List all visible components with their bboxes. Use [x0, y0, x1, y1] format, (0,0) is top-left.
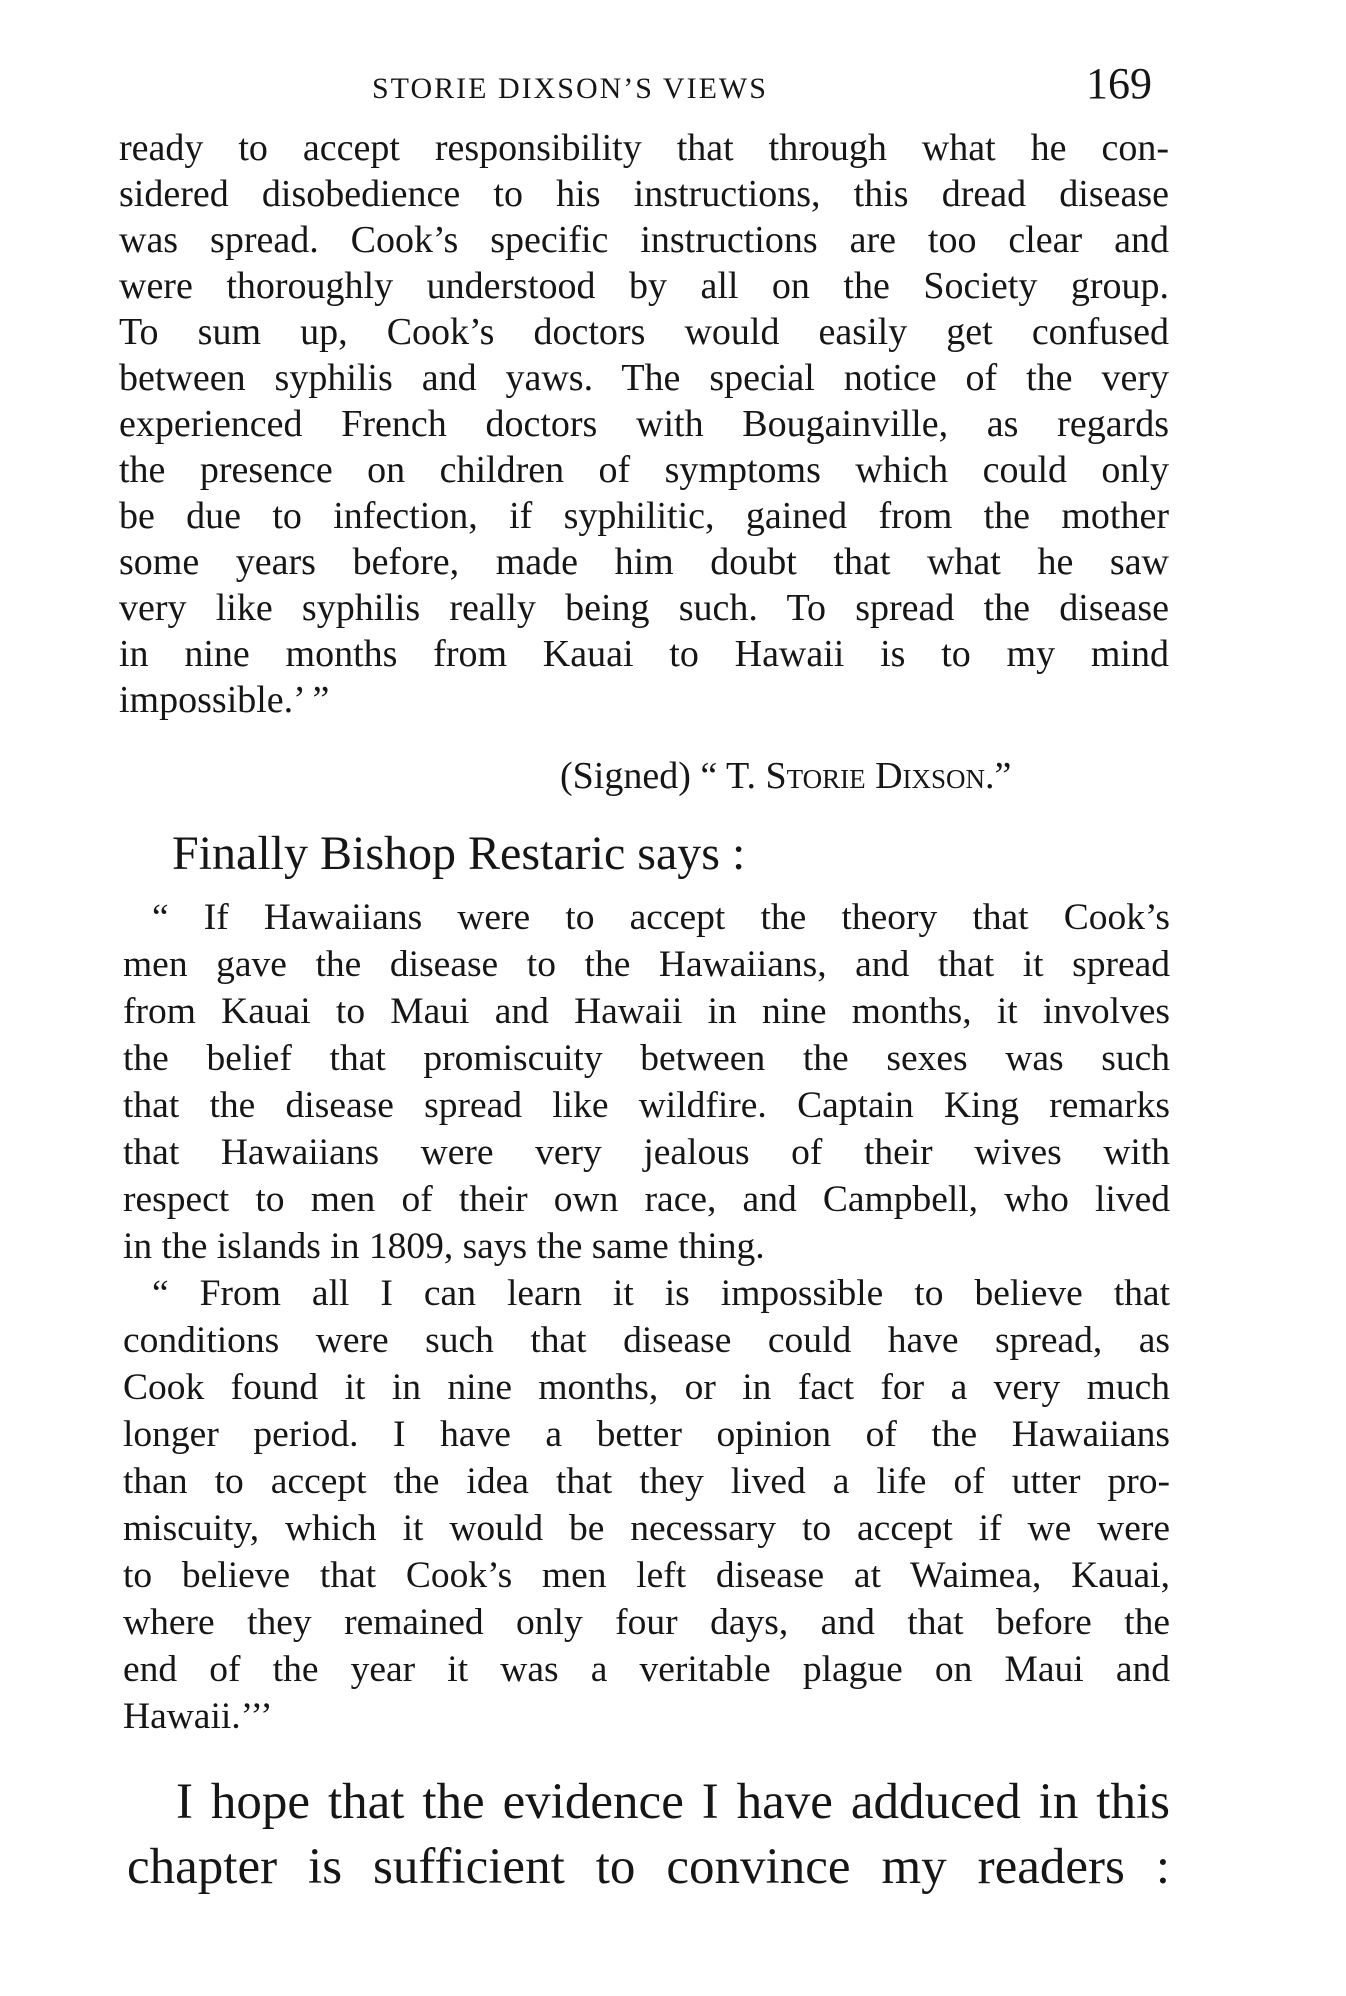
text-line: where they remained only four days, and that before the — [123, 1602, 1170, 1643]
text-line: respect to men of their own race, and Campbell, who lived — [123, 1179, 1170, 1220]
text-line: miscuity, which it would be necessary to accept if we were — [123, 1508, 1170, 1549]
text-line: from Kauai to Maui and Hawaii in nine months, it involves — [123, 991, 1170, 1032]
text-line: Hawaii.’’’ — [123, 1696, 273, 1737]
signature-name: Storie Dixson — [765, 755, 986, 797]
signature-suffix: .” — [985, 755, 1012, 797]
text-line: “ From all I can learn it is impossible to believe that — [152, 1273, 1170, 1314]
text-line: in nine months from Kauai to Hawaii is to my mind — [119, 633, 1169, 675]
text-line: “ If Hawaiians were to accept the theory that Cook’s — [152, 897, 1170, 938]
text-line: than to accept the idea that they lived a life of utter pro- — [123, 1461, 1170, 1502]
text-line: some years before, made him doubt that what he saw — [119, 541, 1169, 583]
text-line: conditions were such that disease could have spread, as — [123, 1320, 1170, 1361]
text-line: impossible.’ ” — [119, 679, 330, 721]
text-line: that Hawaiians were very jealous of their wives with — [123, 1132, 1170, 1173]
text-line: be due to infection, if syphilitic, gained from the mother — [119, 495, 1169, 537]
text-line: to believe that Cook’s men left disease at Waimea, Kauai, — [123, 1555, 1170, 1596]
text-line: the belief that promiscuity between the sexes was such — [123, 1038, 1170, 1079]
text-line: To sum up, Cook’s doctors would easily get confused — [119, 311, 1169, 353]
text-line: men gave the disease to the Hawaiians, and that it spread — [123, 944, 1170, 985]
text-line: ready to accept responsibility that through what he con- — [119, 127, 1169, 169]
text-line: longer period. I have a better opinion of the Hawaiians — [123, 1414, 1170, 1455]
text-line: I hope that the evidence I have adduced in this — [176, 1774, 1170, 1830]
text-line: that the disease spread like wildfire. Captain King remarks — [123, 1085, 1170, 1126]
text-line: sidered disobedience to his instructions, this dread disease — [119, 173, 1169, 215]
text-line: were thoroughly understood by all on the Society group. — [119, 265, 1169, 307]
signature-line — [560, 754, 1011, 798]
text-line: the presence on children of symptoms which could only — [119, 449, 1169, 491]
text-line: very like syphilis really being such. To spread the disease — [119, 587, 1169, 629]
text-line: was spread. Cook’s specific instructions are too clear and — [119, 219, 1169, 261]
text-line: end of the year it was a veritable plague on Maui and — [123, 1649, 1170, 1690]
signature-prefix: (Signed) “ T. — [560, 755, 766, 797]
text-line: between syphilis and yaws. The special notice of the very — [119, 357, 1169, 399]
page-number: 169 — [1086, 59, 1152, 108]
intro-heading: Finally Bishop Restaric says : — [172, 827, 746, 880]
text-line: experienced French doctors with Bougainville, as regards — [119, 403, 1169, 445]
text-line: Cook found it in nine months, or in fact for a very much — [123, 1367, 1170, 1408]
text-line: chapter is sufficient to convince my readers : — [127, 1839, 1170, 1895]
running-head: STORIE DIXSON’S VIEWS — [372, 72, 768, 105]
text-line: in the islands in 1809, says the same thing. — [123, 1226, 765, 1267]
